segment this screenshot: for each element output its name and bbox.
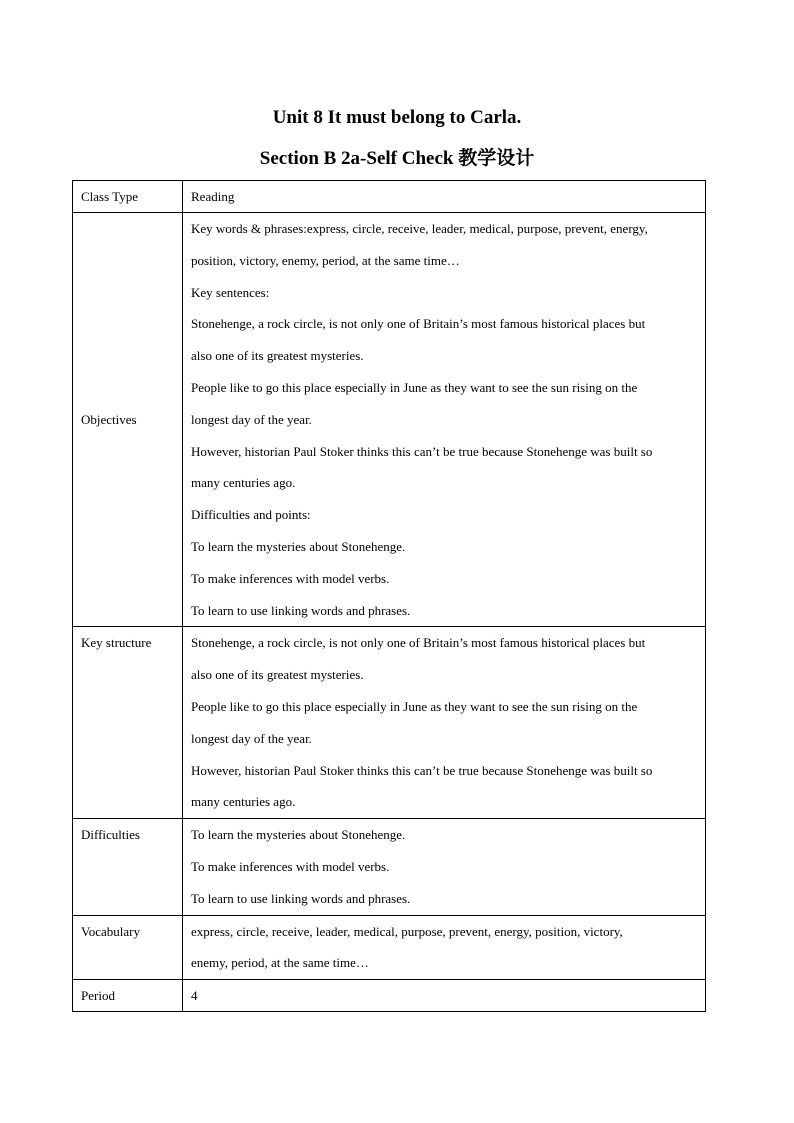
key-structure-line: many centuries ago. (191, 794, 296, 810)
key-structure-line: also one of its greatest mysteries. (191, 667, 364, 683)
table-row-key-structure (73, 627, 706, 819)
row-label-key-structure: Key structure (73, 627, 183, 819)
table-row-objectives (73, 213, 706, 627)
objectives-line: Stonehenge, a rock circle, is not only one of Britain’s most famous historical places but (191, 316, 646, 332)
difficulties-line: To make inferences with model verbs. (191, 858, 390, 874)
vocabulary-line: enemy, period, at the same time… (191, 955, 369, 971)
key-structure-line: Stonehenge, a rock circle, is not only one of Britain’s most famous historical places but (191, 635, 646, 651)
document-title: Unit 8 It must belong to Carla. (272, 107, 522, 128)
row-value-objectives (183, 213, 706, 627)
row-label-period: Period (73, 980, 183, 1012)
objectives-line: Key sentences: (191, 284, 270, 300)
lesson-plan-table (72, 180, 706, 1012)
table-row-difficulties (73, 819, 706, 915)
row-label-class-type: Class Type (73, 181, 183, 213)
objectives-line: also one of its greatest mysteries. (191, 348, 364, 364)
row-value-period: 4 (183, 980, 706, 1012)
row-value-difficulties (183, 819, 706, 915)
row-label-objectives: Objectives (73, 213, 183, 627)
document-subtitle: Section B 2a-Self Check 教学设计 (259, 148, 535, 169)
row-label-vocabulary: Vocabulary (73, 915, 183, 980)
key-structure-line: People like to go this place especially in June as they want to see the sun rising on the (191, 698, 638, 714)
key-structure-line: However, historian Paul Stoker thinks this can’t be true because Stonehenge was built so (191, 762, 653, 778)
table-row-vocabulary (73, 915, 706, 980)
objectives-line: Key words & phrases:express, circle, receive, leader, medical, purpose, prevent, energy, (191, 221, 648, 236)
difficulties-line: To learn to use linking words and phrases. (191, 890, 411, 906)
row-value-key-structure (183, 627, 706, 819)
row-value-class-type: Reading (183, 181, 706, 213)
key-structure-line: longest day of the year. (191, 730, 312, 746)
difficulties-line: To learn the mysteries about Stonehenge. (191, 827, 406, 843)
objectives-line: position, victory, enemy, period, at the same time… (191, 252, 460, 268)
objectives-line: To make inferences with model verbs. (191, 570, 390, 586)
row-value-vocabulary (183, 915, 706, 980)
objectives-line: To learn to use linking words and phrases. (191, 602, 411, 618)
row-label-difficulties: Difficulties (73, 819, 183, 915)
objectives-line: longest day of the year. (191, 411, 312, 427)
objectives-line: many centuries ago. (191, 475, 296, 491)
objectives-line: People like to go this place especially in June as they want to see the sun rising on the (191, 379, 638, 395)
vocabulary-line: express, circle, receive, leader, medical, purpose, prevent, energy, position, victory, (191, 923, 623, 939)
table-row-class-type (73, 181, 706, 213)
table-row-period (73, 980, 706, 1012)
objectives-line: However, historian Paul Stoker thinks this can’t be true because Stonehenge was built so (191, 443, 653, 459)
objectives-line: To learn the mysteries about Stonehenge. (191, 538, 406, 554)
objectives-line: Difficulties and points: (191, 507, 311, 523)
